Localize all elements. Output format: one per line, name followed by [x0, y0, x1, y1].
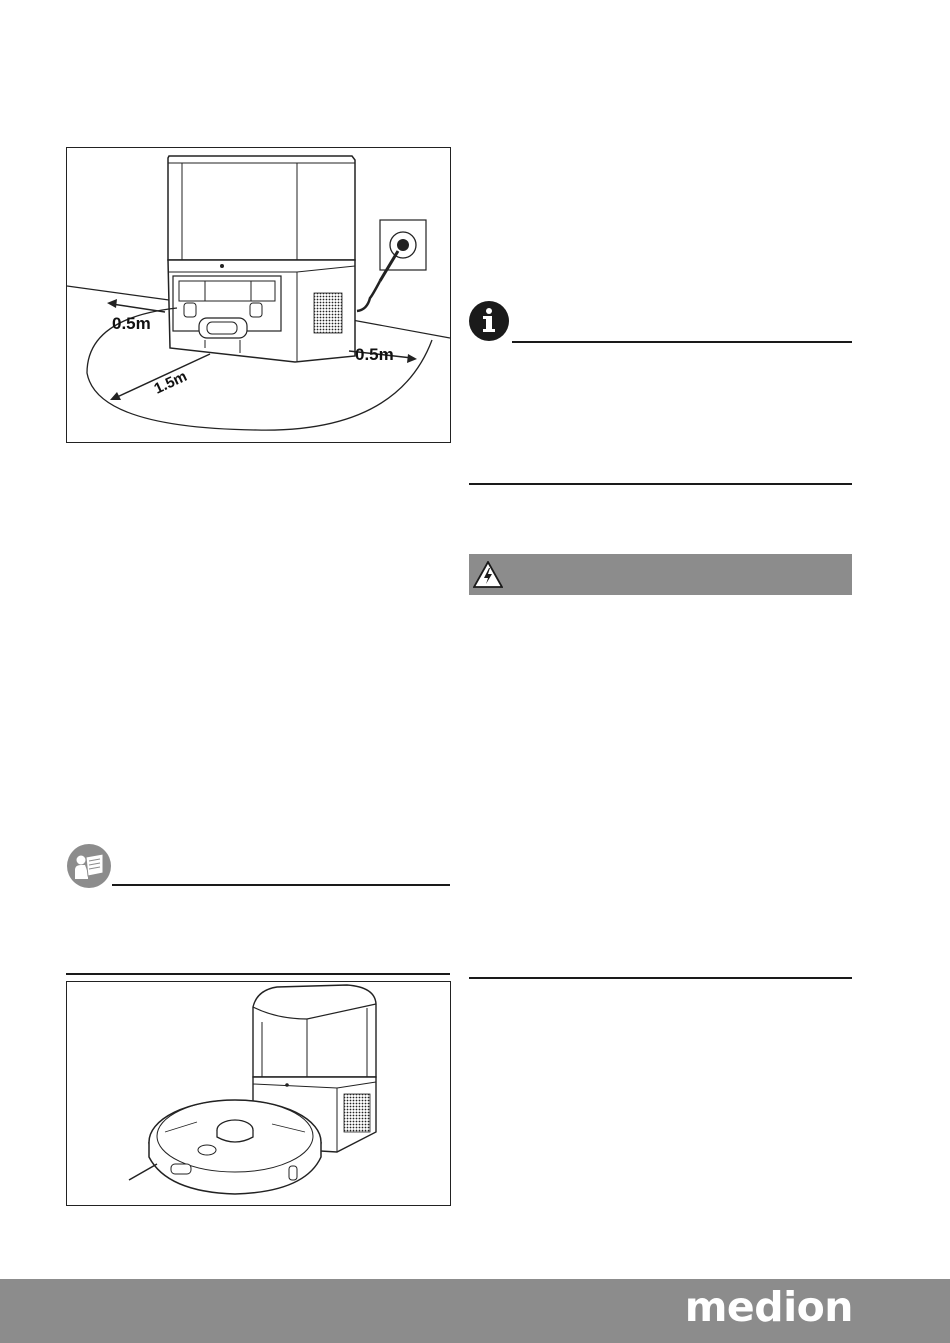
robot-docked-illustration [67, 982, 450, 1205]
station-clearance-illustration [67, 148, 450, 442]
page-footer [0, 1279, 950, 1343]
right-distance-label: 0.5m [355, 345, 394, 364]
electric-warning-icon [473, 561, 503, 588]
info-note-top-rule [512, 341, 852, 343]
warning-banner [469, 554, 852, 595]
robot-docked-figure [66, 981, 451, 1206]
right-section-rule [469, 977, 852, 979]
left-distance-label: 0.5m [112, 314, 151, 333]
info-note-bottom-rule [469, 483, 852, 485]
left-section-rule [66, 973, 450, 975]
station-clearance-figure [66, 147, 451, 443]
front-distance-label: 1.5m [151, 367, 190, 398]
manual-note-rule [112, 884, 450, 886]
info-icon [467, 299, 511, 343]
read-manual-icon [66, 843, 112, 889]
brand-logo: medion [684, 1283, 853, 1331]
